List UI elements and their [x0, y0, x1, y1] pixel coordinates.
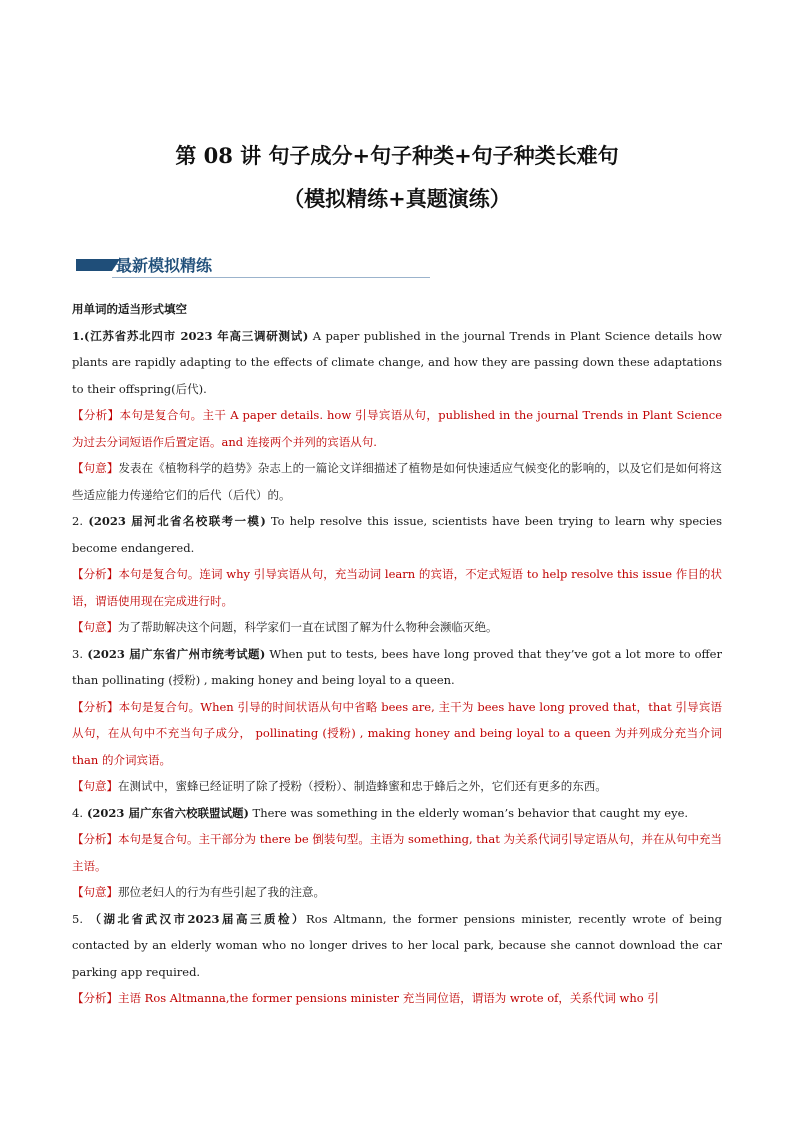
item-number: 5.: [72, 911, 83, 926]
item-number: 1.: [72, 328, 85, 343]
instruction: 用单词的适当形式填空: [72, 302, 187, 316]
exercise-content: [72, 296, 722, 1012]
item-number: 3.: [72, 646, 83, 661]
page-title: 第 08 讲 句子成分+句子种类+句子种类长难句: [175, 143, 619, 168]
item-4-analysis: [72, 826, 722, 879]
item-source: (2023 届广东省广州市统考试题): [82, 646, 266, 661]
meaning-text: 在测试中，蜜蜂已经证明了除了授粉（授粉）、制造蜂蜜和忠于蜂后之外，它们还有更多的东西。: [118, 779, 607, 793]
page-subtitle: （模拟精练+真题演练）: [283, 186, 511, 211]
analysis-text: 本句是复合句。When 引导的时间状语从句中省略 bees are, 主干为 bees have long proved that，that 引导宾语从句，在从句中不充当句子成分， pollinating (授粉) , making honey and being loyal to a queen 为并列成分充当介词 than 的介词宾语。: [72, 699, 722, 767]
item-number: 2.: [72, 514, 83, 528]
item-sentence: A paper published in the journal Trends in Plant Science details how plants are rapidly adapting to the effects of climate change, and how they are passing down these adaptations to their offspring(后代).: [72, 328, 722, 396]
item-4-meaning: [72, 879, 722, 906]
section-header: [76, 252, 430, 278]
item-number: 4.: [72, 805, 83, 820]
item-1-meaning: [72, 455, 722, 508]
analysis-tag: 【分析】: [72, 408, 120, 422]
section-header-bar: [76, 259, 112, 271]
analysis-tag: 【分析】: [72, 991, 118, 1005]
item-1-analysis: [72, 402, 722, 455]
meaning-tag: 【句意】: [72, 779, 118, 793]
item-2-meaning: [72, 614, 722, 641]
item-sentence: There was something in the elderly woman’s behavior that caught my eye.: [248, 805, 689, 820]
analysis-text: 主语 Ros Altmanna,the former pensions minister 充当同位语，谓语为 wrote of，关系代词 who 引: [118, 991, 659, 1005]
item-1-question: [72, 323, 722, 403]
item-3-question: [72, 641, 722, 694]
meaning-tag: 【句意】: [72, 885, 118, 899]
meaning-text: 为了帮助解决这个问题，科学家们一直在试图了解为什么物种会濒临灭绝。: [118, 620, 498, 634]
meaning-tag: 【句意】: [72, 620, 118, 634]
item-source: (2023 届广东省六校联盟试题): [82, 805, 249, 820]
item-2-analysis: [72, 561, 722, 614]
item-3-analysis: [72, 694, 722, 774]
section-header-label: 最新模拟精练: [116, 256, 213, 275]
meaning-tag: 【句意】: [72, 461, 119, 475]
item-3-meaning: [72, 773, 722, 800]
item-sentence: Ros Altmann, the former pensions minister, recently wrote of being contacted by an elderly woman who no longer drives to her local park, because she cannot download the car parking app required.: [72, 911, 722, 979]
analysis-tag: 【分析】: [72, 699, 119, 714]
item-source: （湖北省武汉市2023届高三质检）: [82, 911, 307, 926]
analysis-text: 本句是复合句。主干 A paper details. how 引导宾语从句，published in the journal Trends in Plant Science 为过去分词短语作后置定语。and 连接两个并列的宾语从句.: [72, 408, 723, 449]
analysis-text: 本句是复合句。连词 why 引导宾语从句，充当动词 learn 的宾语，不定式短语 to help resolve this issue 作目的状语，谓语使用现在完成进行时。: [72, 567, 722, 608]
item-sentence: To help resolve this issue, scientists have been trying to learn why species become endangered.: [72, 514, 722, 555]
item-5-question: [72, 906, 722, 986]
meaning-text: 发表在《植物科学的趋势》杂志上的一篇论文详细描述了植物是如何快速适应气候变化的影响的，以及它们是如何将这些适应能力传递给它们的后代（后代）的。: [72, 461, 722, 502]
item-4-question: [72, 800, 722, 827]
analysis-tag: 【分析】: [72, 567, 119, 581]
analysis-tag: 【分析】: [72, 832, 119, 846]
item-2-question: [72, 508, 722, 561]
meaning-text: 那位老妇人的行为有些引起了我的注意。: [118, 885, 325, 899]
section-header-underline: [112, 277, 430, 278]
item-5-analysis: [72, 985, 722, 1012]
analysis-text: 本句是复合句。主干部分为 there be 倒装句型。主语为 something, that 为关系代词引导定语从句，并在从句中充当主语。: [72, 832, 723, 873]
item-sentence: When put to tests, bees have long proved that they’ve got a lot more to offer than pollinating (授粉) , making honey and being loyal to a queen.: [72, 646, 722, 687]
item-source: (江苏省苏北四市 2023 年高三调研测试): [84, 328, 309, 343]
item-source: (2023 届河北省名校联考一模): [82, 514, 266, 528]
